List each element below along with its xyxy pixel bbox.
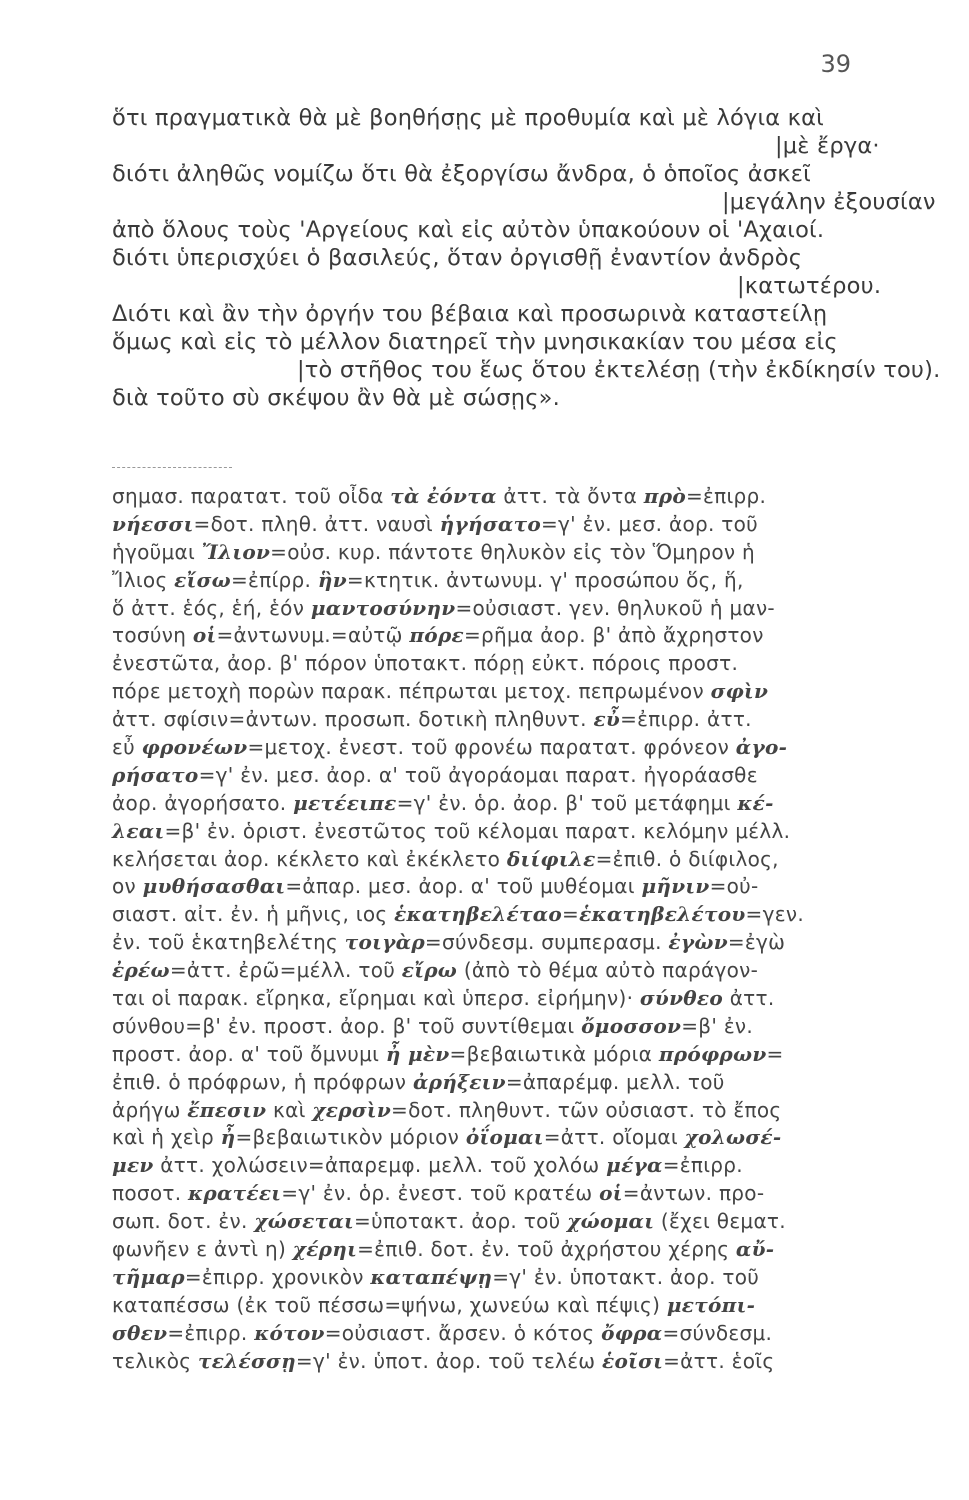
note-text: =μετοχ. ἐνεστ. τοῦ φρονέω παρατατ. φρόνεον	[247, 735, 736, 760]
headword: μετόπι-	[666, 1292, 756, 1317]
note-text: τοσύνη	[112, 623, 193, 648]
notes-line	[112, 650, 872, 678]
note-text: =ἀντωνυμ.=αὐτῷ	[216, 623, 410, 648]
note-text: ὅ ἀττ. ἑός, ἑή, ἑόν	[112, 595, 311, 620]
note-text: καὶ	[266, 1097, 313, 1122]
headword: ἀρήξειν	[412, 1069, 506, 1094]
note-text: =γ' ἐν. μεσ. ἀορ. τοῦ	[540, 511, 759, 536]
headword: μαντοσύνην	[310, 595, 456, 620]
notes-line	[112, 1348, 872, 1376]
headword: ἑοῖσι	[602, 1348, 664, 1373]
note-text: κελήσεται ἀορ. κέκλετο καὶ ἐκέκλετο	[112, 846, 507, 871]
note-text: (ἔχει θεματ.	[654, 1209, 786, 1234]
note-text: τελικὸς	[112, 1348, 198, 1373]
translation-line: |κατωτέρου.	[737, 273, 882, 299]
translation-text	[112, 104, 941, 412]
headword: μυθήσασθαι	[142, 874, 286, 899]
note-text: εὖ	[112, 735, 142, 760]
translation-line: |μὲ ἔργα·	[775, 133, 880, 159]
grammar-notes	[112, 483, 872, 1376]
headword: μετέειπε	[293, 790, 397, 815]
note-text: =ἀπαρ. μεσ. ἀορ. α' τοῦ μυθέομαι	[285, 874, 642, 899]
note-text: φωνῆεν ε ἀντὶ η)	[112, 1237, 293, 1262]
headword: κέ-	[737, 790, 774, 815]
note-text: ἀττ. τὰ ὄντα	[496, 484, 644, 508]
headword: εἴσω	[174, 567, 231, 592]
notes-line	[112, 595, 872, 623]
headword: χέρηι	[292, 1237, 358, 1262]
translation-line: |μεγάλην ἐξουσίαν	[722, 189, 936, 215]
note-text: =γ' ἐν. ὑποτ. ἀορ. τοῦ τελέω	[295, 1348, 603, 1373]
note-text: καταπέσσω (ἐκ τοῦ πέσσω=ψήνω, χωνεύω καὶ πέψις)	[112, 1292, 667, 1317]
note-text: ἀττ. σφίσιν=ἀντων. προσωπ. δοτικὴ πληθυντ.	[112, 707, 594, 732]
notes-line	[112, 706, 872, 734]
headword: τῆμαρ	[112, 1264, 185, 1289]
note-text: =βεβαιωτικὸν μόριον	[235, 1125, 466, 1150]
notes-line	[112, 1013, 872, 1041]
note-text: =βεβαιωτικὰ μόρια	[449, 1041, 659, 1066]
note-text: =γ' ἐν. ὁρ. ἀορ. β' τοῦ μετάφημι	[396, 790, 738, 815]
headword: ἑκατηβελέταο	[394, 902, 563, 927]
notes-line	[112, 1180, 872, 1208]
notes-line	[112, 734, 872, 762]
headword: ἡγήσατο	[439, 511, 541, 536]
note-text: πόρε μετοχὴ πορὼν παρακ. πέπρωται μετοχ. πεπρωμένον	[112, 679, 711, 704]
note-text: =οὐ-	[709, 874, 759, 899]
notes-line	[112, 511, 872, 539]
notes-line	[112, 929, 872, 957]
headword: ἀγο-	[735, 735, 788, 760]
note-text: =	[562, 902, 580, 927]
note-text: ἐπιθ. ὁ πρόφρων, ἡ πρόφρων	[112, 1069, 413, 1094]
headword: ἦ μὲν	[385, 1041, 450, 1066]
note-text: ται οἱ παρακ. εἴρηκα, εἴρημαι καὶ ὑπερσ. εἰρήμην)·	[112, 986, 640, 1011]
note-text: =ἐπίρρ.	[230, 567, 318, 592]
headword: εἴρω	[401, 958, 458, 983]
note-text: =δοτ. πληθ. ἀττ. ναυσὶ	[193, 511, 440, 536]
headword: χολωσέ-	[684, 1125, 782, 1150]
headword: σφὶν	[710, 679, 769, 704]
note-text: =ἐπιθ. δοτ. ἐν. τοῦ ἀχρήστου χέρης	[357, 1237, 736, 1262]
note-text: =ἀντων. προ-	[622, 1181, 765, 1206]
notes-line	[112, 790, 872, 818]
translation-line: |τὸ στῆθος του ἕως ὅτου ἐκτελέσῃ (τὴν ἐκδίκησίν του).	[297, 357, 941, 383]
notes-line	[112, 622, 872, 650]
notes-line	[112, 1264, 872, 1292]
headword: λεαι	[112, 818, 165, 843]
headword: ἔπεσιν	[187, 1097, 267, 1122]
note-text: ἀττ.	[723, 986, 775, 1011]
note-text: καὶ ἡ χεὶρ	[112, 1125, 221, 1150]
headword: κότον	[254, 1320, 325, 1345]
headword: κρατέει	[188, 1181, 282, 1206]
note-text: =ἐπιρρ. χρονικὸν	[184, 1264, 371, 1289]
note-text: ἐν. τοῦ ἑκατηβελέτης	[112, 930, 345, 955]
headword: ἐρέω	[112, 958, 170, 983]
headword: πρὸ	[643, 484, 686, 508]
note-text: =γεν.	[745, 902, 804, 927]
notes-line	[112, 873, 872, 901]
headword: αὔ-	[735, 1237, 775, 1262]
headword: χώσεται	[254, 1209, 355, 1234]
translation-line: Διότι καὶ ἂν τὴν ὀργήν του βέβαια καὶ προσωρινὰ καταστείλῃ	[112, 301, 828, 327]
translation-line: ὅμως καὶ εἰς τὸ μέλλον διατηρεῖ τὴν μνησικακίαν του μέσα εἰς	[112, 329, 838, 355]
note-text: =β' ἐν.	[681, 1013, 754, 1038]
note-text: =ἀττ. ἐρῶ=μέλλ. τοῦ	[169, 958, 402, 983]
note-text: σύνθου=β' ἐν. προστ. ἀορ. β' τοῦ συντίθεμαι	[112, 1013, 582, 1038]
note-text: σιαστ. αἰτ. ἐν. ἡ μῆνις, ιος	[112, 902, 395, 927]
headword: μῆνιν	[641, 874, 710, 899]
headword: οἱ	[599, 1181, 623, 1206]
note-text: =ἐπιθ. ὁ διίφιλος,	[595, 846, 779, 871]
note-text: ἀρήγω	[112, 1097, 188, 1122]
note-text: ποσοτ.	[112, 1181, 189, 1206]
headword: ἦ	[220, 1125, 236, 1150]
notes-line	[112, 1041, 872, 1069]
note-text: =ἀπαρέμφ. μελλ. τοῦ	[505, 1069, 725, 1094]
note-text: προστ. ἀορ. α' τοῦ ὄμνυμι	[112, 1041, 386, 1066]
headword: ἑκατηβελέτου	[579, 902, 746, 927]
note-text: ἀορ. ἀγορήσατο.	[112, 790, 294, 815]
note-text: =σύνδεσμ.	[662, 1320, 773, 1345]
headword: οἱ	[192, 623, 217, 648]
note-text: =οὐσιαστ. ἄρσεν. ὁ κότος	[324, 1320, 602, 1345]
headword: χώομαι	[567, 1209, 655, 1234]
note-text: =ἐγὼ	[727, 930, 786, 955]
notes-line	[112, 818, 872, 846]
notes-line	[112, 1097, 872, 1125]
translation-line: διότι ἀληθῶς νομίζω ὅτι θὰ ἐξοργίσω ἄνδρα, ὁ ὁποῖος ἀσκεῖ	[112, 161, 811, 187]
translation-line: διότι ὑπερισχύει ὁ βασιλεύς, ὅταν ὀργισθῇ ἐναντίον ἀνδρὸς	[112, 245, 803, 271]
headword: χερσὶν	[312, 1097, 392, 1122]
note-text: =σύνδεσμ. συμπερασμ.	[424, 930, 669, 955]
note-text: (ἀπὸ τὸ θέμα αὐτὸ παράγον-	[457, 958, 759, 983]
note-text: =οὐσιαστ. γεν. θηλυκοῦ ἡ μαν-	[455, 595, 775, 620]
headword: πρόφρων	[658, 1041, 767, 1066]
headword: σθεν	[112, 1320, 168, 1345]
note-text: ἡγοῦμαι	[112, 539, 202, 564]
headword: πόρε	[409, 623, 464, 648]
note-text: =ἐπιρρ.	[167, 1320, 255, 1345]
headword: φρονέων	[141, 735, 248, 760]
headword: ἣν	[317, 567, 347, 592]
note-text: ον	[112, 874, 143, 899]
headword: νήεσσι	[112, 511, 194, 536]
note-text: =κτητικ. ἀντωνυμ. γ' προσώπου ὅς, ἥ,	[346, 567, 744, 592]
note-text: =γ' ἐν. μεσ. ἀορ. α' τοῦ ἀγοράομαι παρατ. ἠγοράασθε	[198, 762, 758, 787]
page-number: 39	[820, 50, 851, 78]
headword: σύνθεο	[639, 986, 724, 1011]
note-text: ἀττ. χολώσειν=ἀπαρεμφ. μελλ. τοῦ χολόω	[153, 1153, 607, 1178]
headword: διίφιλε	[506, 846, 596, 871]
headword: ὀΐομαι	[465, 1125, 544, 1150]
notes-line	[112, 678, 872, 706]
note-text: σημασ. παρατατ. τοῦ οἶδα	[112, 484, 391, 508]
note-text: =ἐπιρρ.	[685, 484, 767, 508]
translation-line: ὅτι πραγματικὰ θὰ μὲ βοηθήσῃς μὲ προθυμία καὶ μὲ λόγια καὶ	[112, 105, 824, 131]
notes-line	[112, 957, 872, 985]
headword: καταπέψῃ	[370, 1264, 493, 1289]
note-text: =ρῆμα ἀορ. β' ἀπὸ ἄχρηστον	[464, 623, 764, 648]
headword: εὖ	[593, 707, 621, 732]
translation-line: ἀπὸ ὅλους τοὺς 'Αργείους καὶ εἰς αὐτὸν ὑπακούουν οἱ 'Αχαιοί.	[112, 217, 825, 243]
notes-line	[112, 1208, 872, 1236]
notes-line	[112, 1320, 872, 1348]
note-text: =οὐσ. κυρ. πάντοτε θηλυκὸν εἰς τὸν Ὅμηρον ἡ	[270, 539, 755, 564]
notes-line	[112, 846, 872, 874]
note-text: =	[766, 1041, 784, 1066]
note-text: =γ' ἐν. ὁρ. ἐνεστ. τοῦ κρατέω	[281, 1181, 600, 1206]
note-text: =β' ἐν. ὁριστ. ἐνεστῶτος τοῦ κέλομαι παρατ. κελόμην μέλλ.	[164, 818, 791, 843]
note-text: =ὑποτακτ. ἀορ. τοῦ	[354, 1209, 568, 1234]
note-text: =ἀττ. ἑοῖς	[663, 1348, 775, 1373]
headword: Ἴλιον	[201, 539, 271, 564]
note-text: =ἀττ. οἴομαι	[543, 1125, 685, 1150]
notes-line	[112, 1069, 872, 1097]
headword: ρήσατο	[112, 762, 199, 787]
notes-line	[112, 1292, 872, 1320]
note-text: =δοτ. πληθυντ. τῶν οὐσιαστ. τὸ ἔπος	[391, 1097, 782, 1122]
note-text: =γ' ἐν. ὑποτακτ. ἀορ. τοῦ	[492, 1264, 760, 1289]
notes-line	[112, 985, 872, 1013]
headword: τὰ ἐόντα	[390, 484, 497, 508]
notes-line	[112, 901, 872, 929]
headword: τοιγὰρ	[344, 930, 425, 955]
notes-line	[112, 483, 872, 511]
note-text: Ἴλιος	[112, 567, 175, 592]
notes-line	[112, 539, 872, 567]
notes-line	[112, 1236, 872, 1264]
translation-line: διὰ τοῦτο σὺ σκέψου ἂν θὰ μὲ σώσῃς».	[112, 385, 560, 411]
section-divider	[112, 467, 232, 468]
note-text: =ἐπιρρ. ἀττ.	[620, 707, 752, 732]
headword: ὄφρα	[601, 1320, 663, 1345]
note-text: ἐνεστῶτα, ἀορ. β' πόρον ὑποτακτ. πόρῃ εὐκτ. πόροις προστ.	[112, 651, 739, 676]
note-text: σωπ. δοτ. ἐν.	[112, 1209, 255, 1234]
notes-line	[112, 1152, 872, 1180]
headword: τελέσσῃ	[197, 1348, 296, 1373]
note-text: =ἐπιρρ.	[662, 1153, 743, 1178]
notes-line	[112, 1124, 872, 1152]
notes-line	[112, 762, 872, 790]
headword: μέγα	[606, 1153, 663, 1178]
headword: ἐγὼν	[668, 930, 728, 955]
notes-line	[112, 567, 872, 595]
headword: μεν	[112, 1153, 154, 1178]
headword: ὄμοσσον	[581, 1013, 682, 1038]
